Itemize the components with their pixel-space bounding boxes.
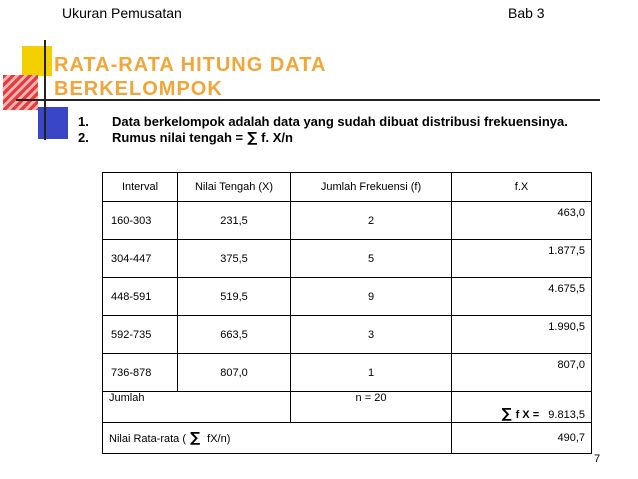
formula-text-after: f. X/n <box>261 130 293 145</box>
cell-interval: 160-303 <box>103 202 178 240</box>
cell-fx: 463,0 <box>452 202 592 240</box>
cell-interval: 736-878 <box>103 354 178 392</box>
decor-vertical-line <box>44 40 46 140</box>
header-interval: Interval <box>103 173 178 202</box>
average-label-after: fX/n) <box>204 433 231 445</box>
cell-nilai-tengah: 519,5 <box>178 278 291 316</box>
title-line-2: BERKELOMPOK <box>54 78 223 100</box>
cell-interval: 448-591 <box>103 278 178 316</box>
cell-frekuensi: 5 <box>291 240 452 278</box>
page-number: 7 <box>594 453 601 465</box>
table-row <box>103 240 592 278</box>
header-right: Bab 3 <box>508 5 545 21</box>
point-number: 1. <box>78 114 89 129</box>
sum-n: n = 20 <box>291 392 452 423</box>
average-label-before: Nilai Rata-rata ( <box>109 433 187 445</box>
cell-fx: 807,0 <box>452 354 592 392</box>
cell-nilai-tengah: 807,0 <box>178 354 291 392</box>
slide-title <box>54 53 474 101</box>
decor-yellow-square <box>22 46 52 76</box>
sigma-icon: ∑ <box>501 406 512 422</box>
cell-interval: 592-735 <box>103 316 178 354</box>
point-number: 2. <box>78 130 89 145</box>
point-list <box>78 114 578 146</box>
point-text <box>112 130 578 146</box>
cell-nilai-tengah: 231,5 <box>178 202 291 240</box>
sum-label: Jumlah <box>103 392 291 423</box>
header-jumlah-frekuensi: Jumlah Frekuensi (f) <box>291 173 452 202</box>
sigma-icon: ∑ <box>247 130 258 146</box>
decor-red-square <box>3 75 38 110</box>
point-item <box>78 130 578 146</box>
sigma-icon: ∑ <box>190 430 201 446</box>
table-sum-row <box>103 392 592 423</box>
point-text: Data berkelompok adalah data yang sudah dibuat distribusi frekuensinya. <box>112 114 568 129</box>
cell-frekuensi: 3 <box>291 316 452 354</box>
header-nilai-tengah: Nilai Tengah (X) <box>178 173 291 202</box>
cell-frekuensi: 2 <box>291 202 452 240</box>
cell-nilai-tengah: 375,5 <box>178 240 291 278</box>
header-fx: f.X <box>452 173 592 202</box>
table-average-row <box>103 423 592 454</box>
point-item <box>78 114 578 130</box>
cell-frekuensi: 9 <box>291 278 452 316</box>
header-left: Ukuran Pemusatan <box>62 5 182 21</box>
table-row <box>103 202 592 240</box>
title-line-1: RATA-RATA HITUNG DATA <box>54 54 327 76</box>
sum-fx-value: 9.813,5 <box>548 409 585 421</box>
table-row <box>103 278 592 316</box>
cell-fx: 1.990,5 <box>452 316 592 354</box>
sum-fx <box>452 392 592 423</box>
cell-interval: 304-447 <box>103 240 178 278</box>
table-header-row <box>103 173 592 202</box>
table-row <box>103 354 592 392</box>
frequency-table <box>102 172 592 454</box>
average-value: 490,7 <box>452 423 592 454</box>
cell-fx: 4.675,5 <box>452 278 592 316</box>
sum-fx-label: f X = <box>515 409 540 421</box>
formula-text-before: Rumus nilai tengah = <box>112 130 244 145</box>
cell-frekuensi: 1 <box>291 354 452 392</box>
cell-fx: 1.877,5 <box>452 240 592 278</box>
cell-nilai-tengah: 663,5 <box>178 316 291 354</box>
table-row <box>103 316 592 354</box>
decor-blue-square <box>38 107 68 139</box>
average-label <box>103 423 452 454</box>
